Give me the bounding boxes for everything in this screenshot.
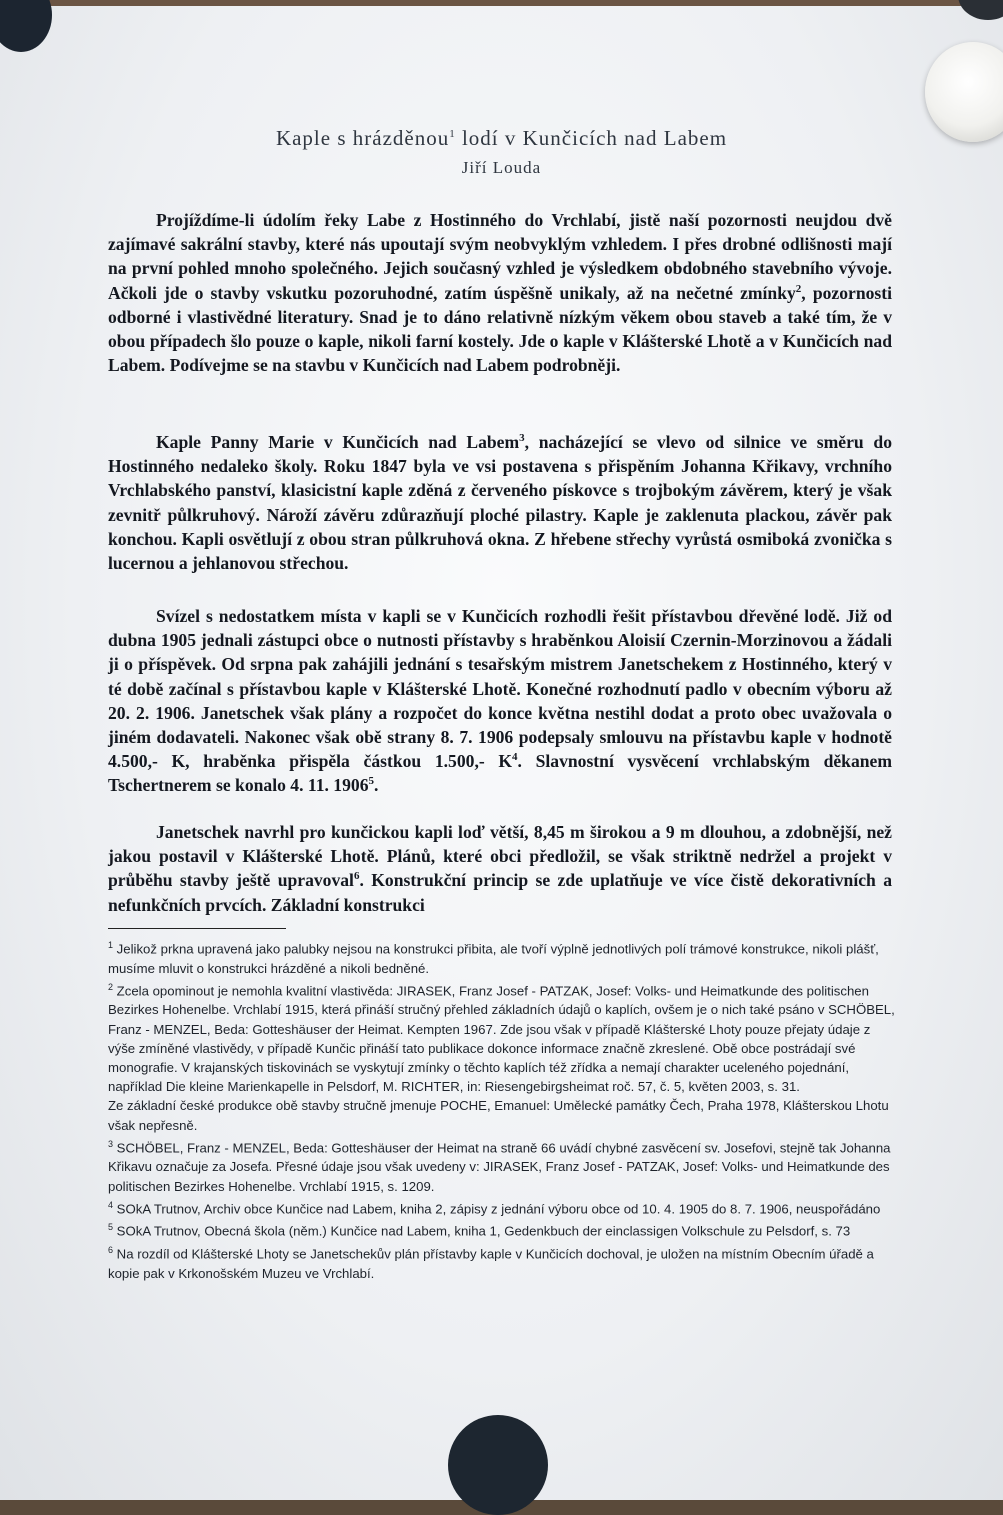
footnote-text: Zcela opominout je nemohla kvalitní vlastivěda: JIRASEK, Franz Josef - PATZAK, Josef: Volks- und Heimatkunde des politischen Bezirkes Hohenelbe. Vrchlabí 1915, která přináší stručný přehled základních údajů o kaplích, ovšem je o nich také psáno v SCHÖBEL, Franz - MENZEL, Beda: Gotteshäuser der Heimat. Kempten 1967. Zde jsou však v případě Klášterské Lhoty pouze přejaty údaje z výše zmíněné vlastivědy, v případě Kunčic přináší tato publikace dokonce informace značně zkreslené. Obě obce postrádají své monografie. V krajanských tiskovinách se vyskytují zmínky o těchto kaplích též zřídka a nemají charakter uceleného pojednání, například Die kleine Marienkapelle in Pelsdorf, M. RICHTER, in: Riesengebirgsheimat roč. 57, č. 5, květen 2003, s. 31. (108, 983, 895, 1095)
paragraph-text: Projíždíme-li údolím řeky Labe z Hostinného do Vrchlabí, jistě naší pozornosti neujdou dvě zajímavé sakrální stavby, které nás upoutají svým neobvyklým vzhledem. I přes drobné odlišnosti mají na první pohled mnoho společného. Jejich současný vzhled je výsledkem obdobného stavebního vývoje. Ačkoli jde o stavby vskutku pozoruhodné, zatím úspěšně unikaly, až na nečetné zmínky (108, 210, 892, 303)
footnote-ref: 2 (795, 282, 802, 295)
footnote-text: SOkA Trutnov, Obecná škola (něm.) Kunčice nad Labem, kniha 1, Gedenkbuch der einclassigen Volkschule zu Pelsdorf, s. 73 (113, 1223, 851, 1239)
footnote-number: 3 (108, 1138, 114, 1149)
paragraph-text: . Slavnostní vysvěcení vrchlabským děkanem Tschertnerem se konalo 4. 11. 1906 (108, 751, 893, 796)
footnote-ref: 4 (512, 751, 518, 764)
footnote-separator (108, 928, 286, 929)
footnote-text: SOkA Trutnov, Archiv obce Kunčice nad Labem, kniha 2, zápisy z jednání výboru obce od 10. 4. 1905 do 8. 7. 1906, neuspořádáno (113, 1201, 881, 1217)
footnote-number: 6 (108, 1245, 114, 1255)
paragraph-text: , nacházející se vlevo od silnice ve směru do Hostinného nedaleko školy. Roku 1847 byla ve vsi postavena s přispěním Johanna Křikavy, vrchního Vrchlabského panství, klasicistní kaple zděná z červeného pískovce s trojbokým závěrem, který je však zevnitř půlkruhový. Nároží závěru zdůrazňují ploché pilastry. Kaple je zaklenuta plackou, závěr pak konchou. Kapli osvětlují z obou stran půlkruhová okna. Z hřebene střechy vyrůstá osmiboká zvonička s lucernou a jehlanovou střechou. (108, 432, 892, 574)
paragraph-4 (108, 820, 892, 917)
footnote-text: Jelikož prkna upravená jako palubky nejsou na konstrukci přibita, ale tvoří výplně jednotlivých polí trámové konstrukce, nikoli plášť, musíme mluvit o konstrukci hrázděné a nikoli bedněné. (108, 941, 879, 976)
footnote-ref: 6 (353, 870, 360, 883)
board-frame-top (0, 0, 1003, 6)
mounting-bolt-bottom (448, 1415, 548, 1515)
paragraph-text: Janetschek navrhl pro kunčickou kapli loď větší, 8,45 m širokou a 9 m dlouhou, a zdobnější, než jakou postavil v Klášterské Lhotě. Plánů, které obci předložil, se však striktně nedržel a projekt v průběhu stavby ještě upravoval (108, 822, 892, 891)
footnotes (108, 936, 898, 1283)
paragraph-text: Svízel s nedostatkem místa v kapli se v Kunčicích rozhodli řešit přístavbou dřevěné lodě. Již od dubna 1905 jednali zástupci obce o nutnosti přístavby s hraběnkou Aloisií Czernin-Morzinovou a žádali ji o příspěvek. Od srpna pak zahájili jednání s tesařským mistrem Janetschekem z Hostinného, který v té době začínal s přístavbou kaple v Klášterské Lhotě. Konečné rozhodnutí padlo v obecním výboru až 20. 2. 1906. Janetschek však plány a rozpočet do konce května nestihl dodat a proto obec uvažovala o jiném dodavateli. Nakonec však obě strany 8. 7. 1906 podepsaly smlouvu na přístavbu kaple v hodnotě 4.500,- K, hraběnka přispěla částkou 1.500,- K (108, 606, 892, 772)
title-text-rest: lodí v Kunčicích nad Labem (455, 126, 728, 150)
paragraph-text: . Konstrukční princip se zde uplatňuje ve více čistě dekorativních a nefunkčních prvcích. Základní konstrukci (108, 870, 892, 915)
footnote-text: Na rozdíl od Klášterské Lhoty se Janetschekův plán přístavby kaple v Kunčicích dochoval, je uložen na místním Obecním úřadě a kopie pak v Krkonošském Muzeu ve Vrchlabí. (108, 1246, 874, 1281)
footnote-number: 2 (108, 981, 114, 992)
footnote-ref: 5 (368, 775, 374, 788)
paragraph-text: , pozornosti odborné i vlastivědné literatury. Snad je to dáno relativně nízkým věkem obou staveb a také tím, že v obou případech šlo pouze o kaple, nikoli farní kostely. Jde o kaple v Klášterské Lhotě a v Kunčicích nad Labem. Podívejme se na stavbu v Kunčicích nad Labem podrobněji. (108, 282, 893, 376)
footnote-text: SCHÖBEL, Franz - MENZEL, Beda: Gotteshäuser der Heimat na straně 66 uvádí chybné zasvěcení sv. Josefovi, stejně tak Johanna Křikavu označuje za Josefa. Přesné údaje jsou však uvedeny v: JIRASEK, Franz Josef - PATZAK, Josef: Volks- und Heimatkunde des politischen Bezirkes Hohenelbe. Vrchlabí 1915, s. 1209. (108, 1140, 891, 1194)
footnote-5 (108, 1218, 898, 1241)
mounting-bolt-top-left (0, 0, 52, 52)
document-title (0, 126, 1003, 151)
paragraph-text: Kaple Panny Marie v Kunčicích nad Labem (156, 432, 520, 452)
footnote-number: 4 (108, 1199, 114, 1210)
footnote-2 (108, 978, 898, 1097)
footnote-3 (108, 1135, 898, 1196)
mounting-bolt-top-right-dark (958, 0, 1003, 20)
footnote-2-continued (108, 1096, 898, 1134)
footnote-1 (108, 936, 898, 978)
paragraph-1 (108, 208, 892, 377)
footnote-4 (108, 1196, 898, 1219)
footnote-text: Ze základní české produkce obě stavby stručně jmenuje POCHE, Emanuel: Umělecké památky Čech, Praha 1978, Klášterskou Lhotu však nepřesně. (108, 1098, 889, 1133)
footnote-number: 1 (108, 940, 114, 950)
title-text: Kaple s hrázděnou (275, 126, 450, 150)
paragraph-2 (108, 430, 892, 575)
footnote-ref: 1 (449, 128, 456, 140)
footnote-6 (108, 1241, 898, 1283)
paragraph-text: . (374, 775, 379, 796)
footnote-number: 5 (108, 1222, 114, 1233)
footnote-ref: 3 (519, 432, 525, 445)
paragraph-3 (108, 604, 892, 798)
document-author: Jiří Louda (461, 158, 542, 177)
